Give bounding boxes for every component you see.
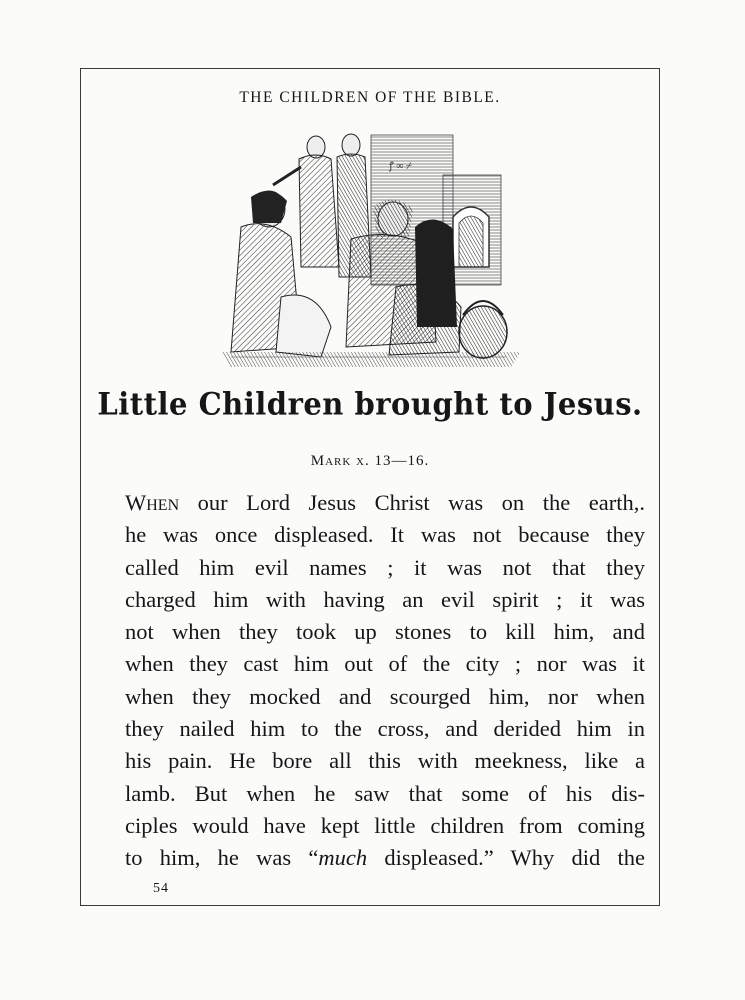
svg-text:ꝭ ∞ ⌿: ꝭ ∞ ⌿ [389, 161, 412, 172]
body-line: he was once displeased. It was not because they [125, 522, 645, 548]
body-line: when they mocked and scourged him, nor when [125, 683, 645, 709]
lead-word: When [125, 490, 180, 515]
running-head: THE CHILDREN OF THE BIBLE. [239, 89, 501, 106]
body-line: they nailed him to the cross, and derided him in [125, 716, 645, 742]
line-text: to him, he was “ [125, 845, 319, 871]
scripture-reference [81, 453, 659, 470]
basket [459, 301, 507, 358]
body-line: charged him with having an evil spirit ; it was [125, 586, 645, 612]
line-text: displeased.” Why did the [367, 845, 645, 871]
chapter-title: Little Children brought to Jesus. [97, 386, 643, 422]
page-number: 54 [153, 881, 169, 896]
body-line: his pain. He bore all this with meekness, like a [125, 748, 645, 774]
body-line [125, 842, 645, 874]
body-line: not when they took up stones to kill him, and [125, 619, 645, 645]
body-line [125, 487, 645, 519]
body-line: when they cast him out of the city ; nor was it [125, 651, 645, 677]
reference-text: Mark x. 13—16. [310, 453, 430, 469]
ground [221, 352, 521, 367]
body-line: ciples would have kept little children from coming [125, 812, 645, 838]
body-line: called him evil names ; it was not that they [125, 554, 645, 580]
line-text: our Lord Jesus Christ was on the earth,. [179, 490, 645, 515]
body-line: lamb. But when he saw that some of his dis- [125, 780, 645, 806]
emphasized-word: much [318, 845, 368, 871]
page-frame [80, 68, 660, 906]
body-paragraph [125, 487, 645, 875]
